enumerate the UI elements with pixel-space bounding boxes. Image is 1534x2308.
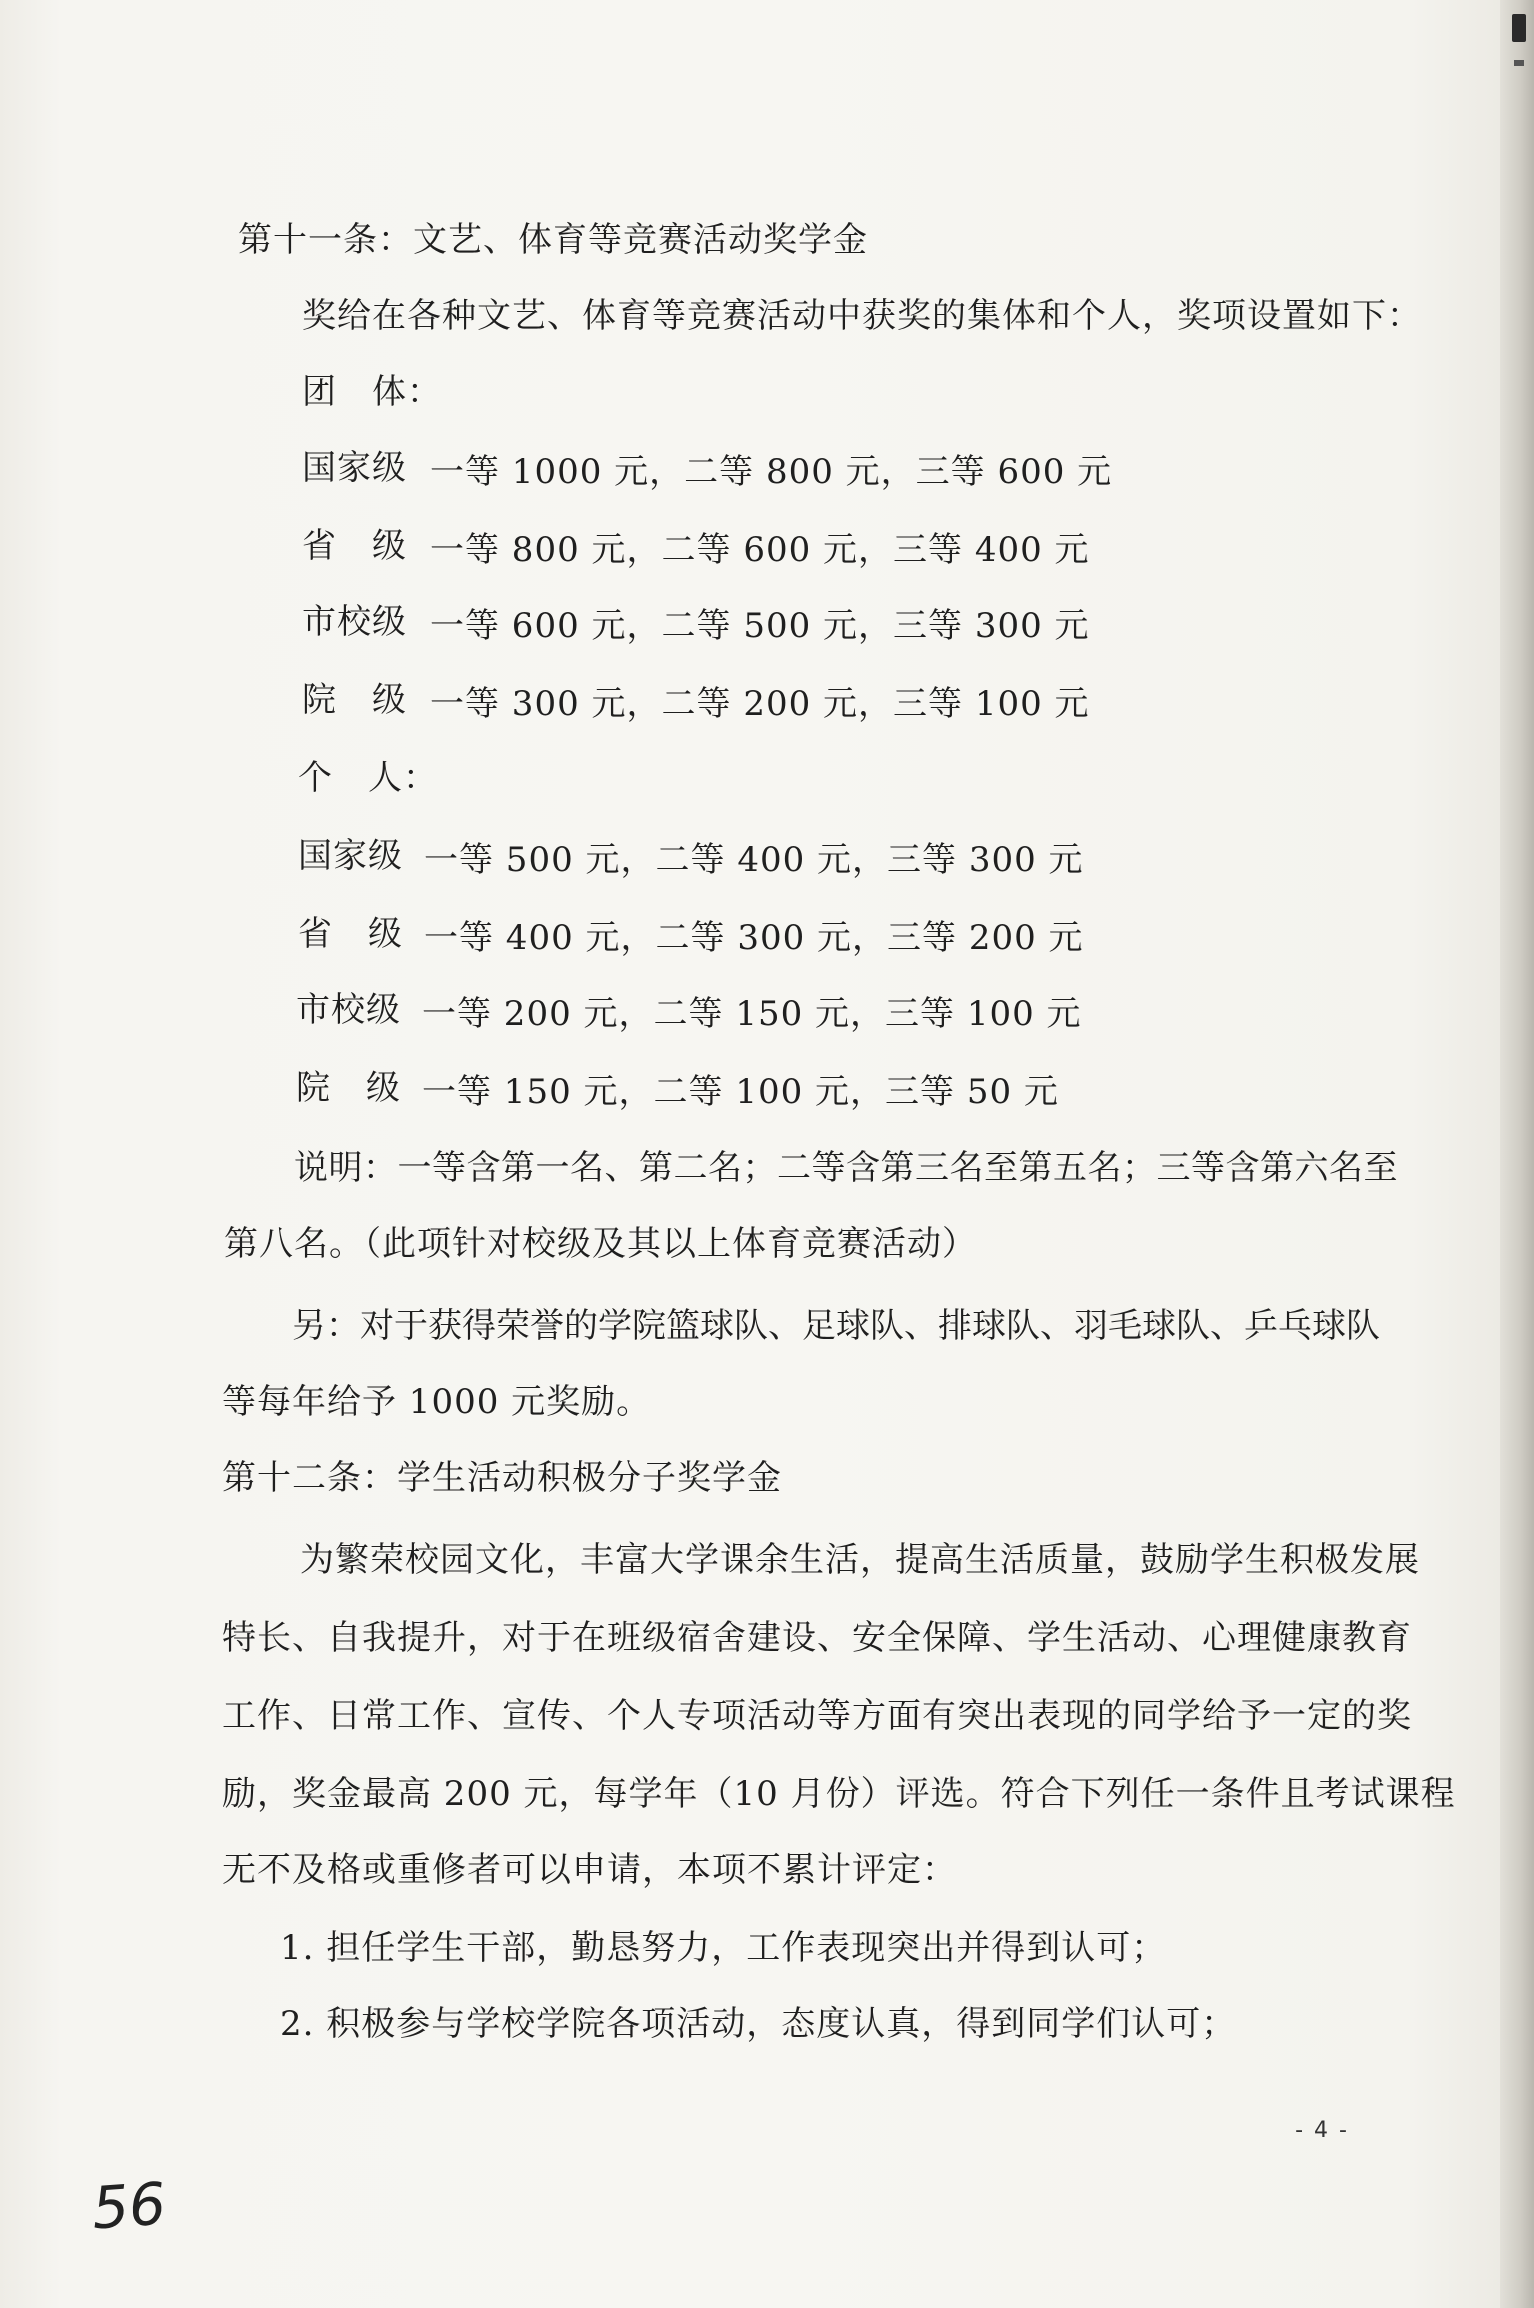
individual-prizes-city-school: 一等 200 元，二等 150 元，三等 100 元 bbox=[422, 994, 1082, 1034]
article-12-heading: 第十二条：学生活动积极分子奖学金 bbox=[222, 1458, 782, 1498]
handwritten-page-note: 56 bbox=[89, 2169, 169, 2243]
article-11-intro: 奖给在各种文艺、体育等竞赛活动中获奖的集体和个人，奖项设置如下： bbox=[302, 296, 1422, 336]
article-11-note-line1: 说明：一等含第一名、第二名；二等含第三名至第五名；三等含第六名至 bbox=[294, 1148, 1398, 1188]
article-11-extra-line2: 等每年给予 1000 元奖励。 bbox=[222, 1382, 652, 1422]
binder-clip-mark bbox=[1512, 14, 1526, 42]
individual-level-national: 国家级 bbox=[298, 836, 403, 876]
article-12-item-1: 1. 担任学生干部，勤恳努力，工作表现突出并得到认可； bbox=[280, 1928, 1167, 1968]
article-12-para-line2: 特长、自我提升，对于在班级宿舍建设、安全保障、学生活动、心理健康教育 bbox=[222, 1618, 1412, 1658]
individual-label: 个 人： bbox=[298, 758, 438, 798]
team-prizes-college: 一等 300 元，二等 200 元，三等 100 元 bbox=[430, 684, 1090, 724]
individual-level-provincial: 省 级 bbox=[298, 914, 403, 954]
team-prizes-provincial: 一等 800 元，二等 600 元，三等 400 元 bbox=[430, 530, 1090, 570]
article-12-item-2: 2. 积极参与学校学院各项活动，态度认真，得到同学们认可； bbox=[280, 2004, 1237, 2044]
individual-level-city-school: 市校级 bbox=[296, 990, 401, 1030]
article-12-para-line5: 无不及格或重修者可以申请，本项不累计评定： bbox=[222, 1850, 957, 1890]
article-12-para-line4: 励，奖金最高 200 元，每学年（10 月份）评选。符合下列任一条件且考试课程 bbox=[222, 1774, 1456, 1814]
individual-prizes-national: 一等 500 元，二等 400 元，三等 300 元 bbox=[424, 840, 1084, 880]
team-label: 团 体： bbox=[302, 372, 442, 412]
team-level-city-school: 市校级 bbox=[302, 602, 407, 642]
team-level-provincial: 省 级 bbox=[302, 526, 407, 566]
individual-prizes-provincial: 一等 400 元，二等 300 元，三等 200 元 bbox=[424, 918, 1084, 958]
article-12-para-line3: 工作、日常工作、宣传、个人专项活动等方面有突出表现的同学给予一定的奖 bbox=[222, 1696, 1412, 1736]
article-12-para-line1: 为繁荣校园文化，丰富大学课余生活，提高生活质量，鼓励学生积极发展 bbox=[300, 1540, 1420, 1580]
article-11-extra-line1: 另：对于获得荣誉的学院篮球队、足球队、排球队、羽毛球队、乒乓球队 bbox=[292, 1306, 1380, 1346]
binder-clip-mark-small bbox=[1514, 60, 1524, 66]
team-prizes-national: 一等 1000 元，二等 800 元，三等 600 元 bbox=[430, 452, 1113, 492]
article-11-note-line2: 第八名。（此项针对校级及其以上体育竞赛活动） bbox=[224, 1224, 977, 1264]
page-edge-shadow bbox=[1500, 0, 1534, 2308]
individual-prizes-college: 一等 150 元，二等 100 元，三等 50 元 bbox=[422, 1072, 1059, 1112]
team-prizes-city-school: 一等 600 元，二等 500 元，三等 300 元 bbox=[430, 606, 1090, 646]
article-11-heading: 第十一条：文艺、体育等竞赛活动奖学金 bbox=[238, 220, 868, 260]
team-level-national: 国家级 bbox=[302, 448, 407, 488]
individual-level-college: 院 级 bbox=[296, 1068, 401, 1108]
page-number: - 4 - bbox=[1295, 2118, 1349, 2143]
team-level-college: 院 级 bbox=[302, 680, 407, 720]
